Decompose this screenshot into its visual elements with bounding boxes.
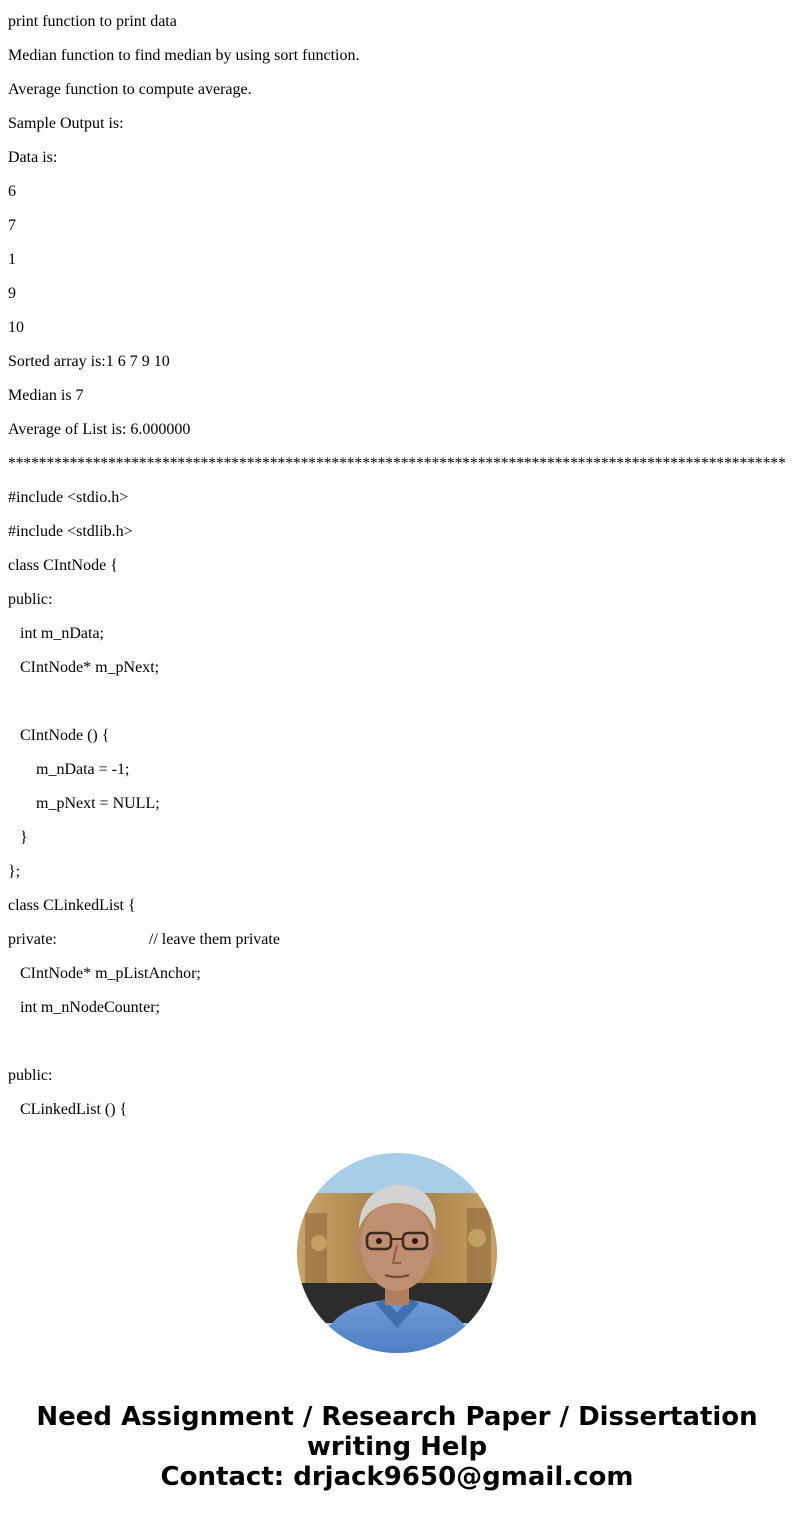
footer-line-2: writing Help	[306, 1432, 488, 1462]
author-avatar	[297, 1153, 497, 1353]
sorted-array-line: Sorted array is:1 6 7 9 10	[8, 353, 170, 370]
code-line: int m_nNodeCounter;	[20, 999, 160, 1016]
data-label: Data is:	[8, 149, 58, 166]
contact-footer	[0, 1402, 794, 1492]
average-line: Average of List is: 6.000000	[8, 421, 191, 438]
code-line	[8, 930, 786, 964]
median-line: Median is 7	[8, 387, 84, 404]
code-blank-line	[8, 1032, 786, 1066]
code-line: };	[8, 863, 21, 880]
footer-contact-line: Contact: drjack9650@gmail.com	[160, 1462, 634, 1492]
code-line: #include <stdio.h>	[8, 489, 129, 506]
code-line: CLinkedList () {	[20, 1101, 128, 1118]
code-line: CIntNode* m_pListAnchor;	[20, 965, 201, 982]
intro-line-3: Average function to compute average.	[8, 81, 252, 98]
data-value-4: 9	[8, 285, 16, 302]
code-line: CIntNode () {	[20, 727, 110, 744]
code-line: #include <stdlib.h>	[8, 523, 133, 540]
document-body	[8, 12, 786, 1134]
code-line: class CLinkedList {	[8, 897, 136, 914]
separator-stars: *****************************************************************************************************	[8, 455, 786, 472]
code-line: }	[20, 829, 28, 846]
code-line: CIntNode* m_pNext;	[20, 659, 160, 676]
code-private-keyword: private:	[8, 931, 57, 948]
footer-line-1: Need Assignment / Research Paper / Dissertation	[36, 1402, 758, 1432]
data-value-2: 7	[8, 217, 16, 234]
data-value-1: 6	[8, 183, 16, 200]
code-blank-line	[8, 692, 786, 726]
code-line: public:	[8, 591, 53, 608]
data-value-5: 10	[8, 319, 24, 336]
code-line: m_pNext = NULL;	[36, 795, 160, 812]
intro-line-1: print function to print data	[8, 13, 177, 30]
intro-line-2: Median function to find median by using sort function.	[8, 47, 360, 64]
code-comment: // leave them private	[148, 931, 280, 948]
code-line: class CIntNode {	[8, 557, 118, 574]
code-line: int m_nData;	[20, 625, 104, 642]
data-value-3: 1	[8, 251, 16, 268]
person-photo-icon	[297, 1153, 497, 1353]
code-line: public:	[8, 1067, 53, 1084]
sample-output-heading: Sample Output is:	[8, 115, 124, 132]
code-line: m_nData = -1;	[36, 761, 130, 778]
